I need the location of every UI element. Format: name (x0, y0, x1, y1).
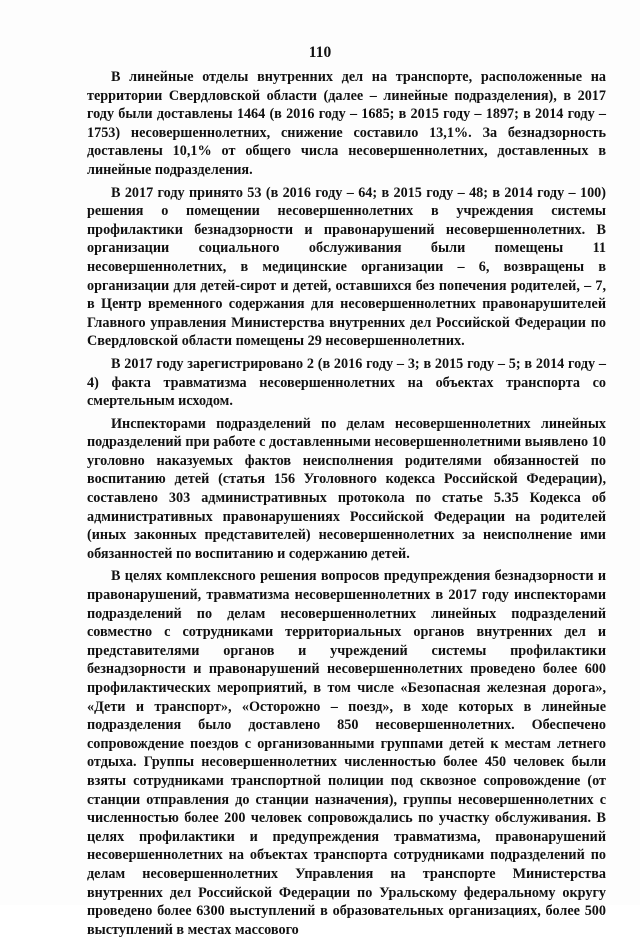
paragraph-prevention-measures: В целях комплексного решения вопросов предупреждения безнадзорности и правонарушений, травматизма несовершеннолетних в 2017 году инспекторами подразделений по делам несовершеннолетних линейных подразделений совместно с сотрудниками территориальных органов внутренних дел и представителями органов и учреждений системы профилактики безнадзорности и правонарушений несовершеннолетних проведено более 600 профилактических мероприятий, в том числе «Безопасная железная дорога», «Дети и транспорт», «Осторожно – поезд», в ходе которых в линейные подразделения было доставлено 850 несовершеннолетних. Обеспечено сопровождение поездов с организованными группами детей к местам летнего отдыха. Группы несовершеннолетних численностью более 450 человек были взяты сотрудниками транспортной полиции под сквозное сопровождение (от станции отправления до станции назначения), группы несовершеннолетних с численностью более 200 человек сопровождались по участку обслуживания. В целях профилактики и предупреждения травматизма, правонарушений несовершеннолетних на объектах транспорта сотрудниками подразделений по делам несовершеннолетних Управления на транспорте Министерства внутренних дел Российской Федерации по Уральскому федеральному округу проведено более 6300 выступлений в образовательных организациях, более 500 выступлений в местах массового (87, 568, 606, 938)
paragraph-delivered-minors: В линейные отделы внутренних дел на транспорте, расположенные на территории Свердловской области (далее – линейные подразделения), в 2017 году были доставлены 1464 (в 2016 году – 1685; в 2015 году – 1897; в 2014 году – 1753) несовершеннолетних, снижение составило 13,1%. За безнадзорность доставлены 10,1% от общего числа несовершеннолетних, доставленных в линейные подразделения. (87, 69, 606, 178)
page-number: 110 (308, 44, 332, 61)
paragraph-placement-decisions: В 2017 году принято 53 (в 2016 году – 64; в 2015 году – 48; в 2014 году – 100) решения о помещении несовершеннолетних в учреждения системы профилактики безнадзорности и правонарушений несовершеннолетних. В организации социального обслуживания были помещены 11 несовершеннолетних, в медицинские организации – 6, возвращены в организации для детей-сирот и детей, оставшихся без попечения родителей, – 7, в Центр временного содержания для несовершеннолетних правонарушителей Главного управления Министерства внутренних дел Российской Федерации по Свердловской области помещены 29 несовершеннолетних. (87, 184, 606, 350)
paragraph-fatal-injuries: В 2017 году зарегистрировано 2 (в 2016 году – 3; в 2015 году – 5; в 2014 году – 4) факта травматизма несовершеннолетних на объектах транспорта со смертельным исходом. (87, 355, 606, 410)
body-text (87, 68, 606, 939)
paragraph-parental-obligations: Инспекторами подразделений по делам несовершеннолетних линейных подразделений при работе с доставленными несовершеннолетними выявлено 10 уголовно наказуемых фактов неисполнения родителями обязанностей по воспитанию детей (статья 156 Уголовного кодекса Российской Федерации), составлено 303 административных протокола по статье 5.35 Кодекса об административных правонарушениях Российской Федерации на родителей (иных законных представителей) несовершеннолетних за неисполнение ими обязанностей по воспитанию и содержанию детей. (87, 415, 606, 562)
